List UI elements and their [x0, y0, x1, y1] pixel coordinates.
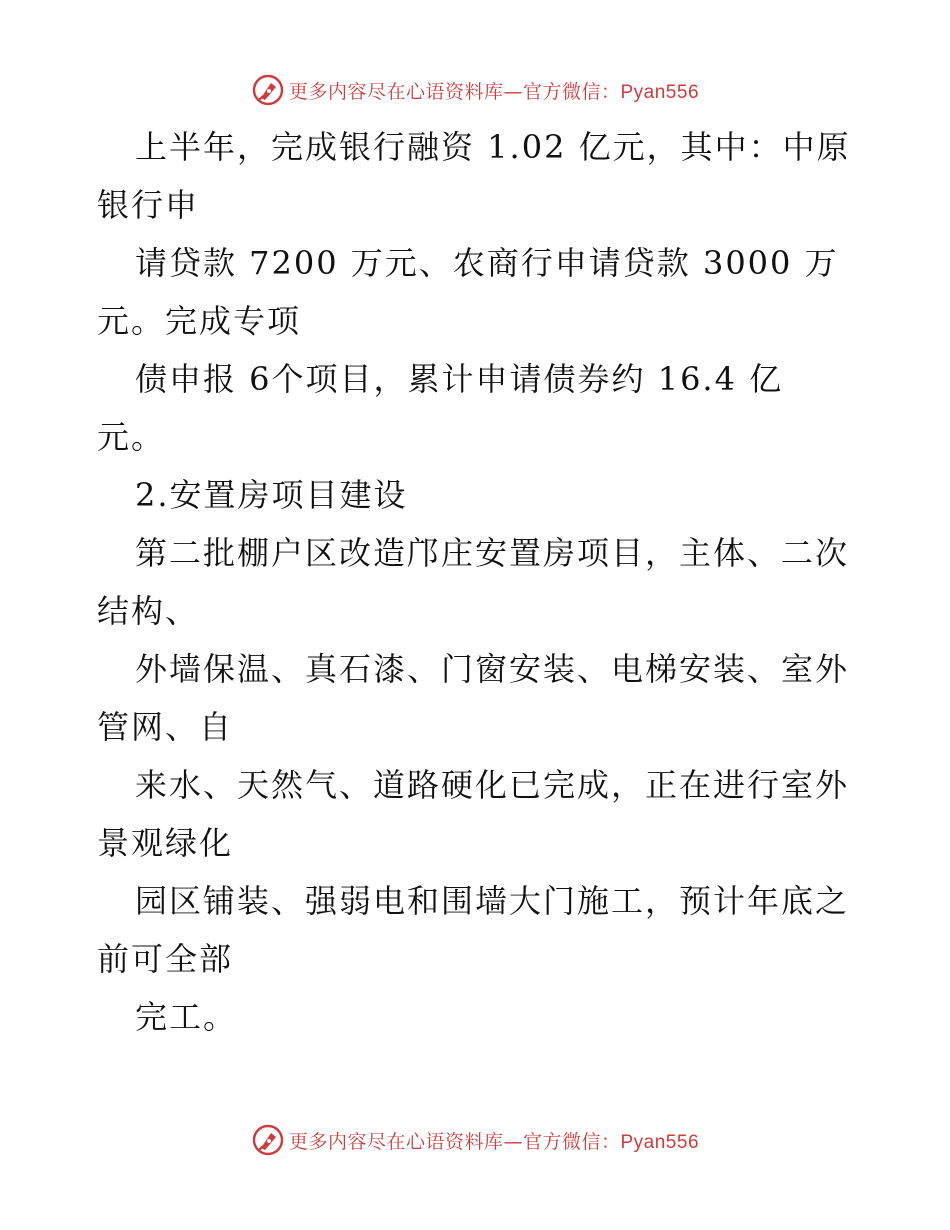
page-header-watermark — [0, 72, 950, 108]
paragraph-line: 请贷款 7200 万元、农商行申请贷款 3000 万 — [135, 244, 839, 282]
section-heading: 2.安置房项目建设 — [135, 476, 408, 514]
pen-nib-icon — [251, 73, 285, 107]
paragraph-line: 景观绿化 — [97, 824, 234, 862]
paragraph-line: 外墙保温、真石漆、门窗安装、电梯安装、室外 — [135, 650, 850, 688]
paragraph-line: 元。 — [97, 418, 166, 456]
paragraph-line: 元。完成专项 — [97, 302, 302, 340]
watermark-wechat-label: 官方微信： — [522, 80, 621, 103]
paragraph-line: 银行申 — [97, 186, 200, 224]
watermark-brand-text: 更多内容尽在心语资料库— — [288, 80, 523, 103]
paragraph-line: 管网、自 — [97, 708, 234, 746]
paragraph-line: 第二批棚户区改造邝庄安置房项目，主体、二次 — [135, 534, 850, 572]
watermark-wechat — [523, 1127, 699, 1154]
paragraph-line: 前可全部 — [97, 940, 234, 978]
watermark-brand-text: 更多内容尽在心语资料库— — [288, 1130, 523, 1153]
paragraph-line: 上半年，完成银行融资 1.02 亿元，其中：中原 — [135, 128, 851, 166]
paragraph-line: 债申报 6个项目，累计申请债券约 16.4 亿 — [135, 360, 784, 398]
watermark-wechat-handle: Pyan556 — [620, 81, 700, 103]
paragraph-line: 来水、天然气、道路硬化已完成，正在进行室外 — [135, 766, 850, 804]
paragraph-line: 结构、 — [97, 592, 200, 630]
page-footer-watermark — [0, 1122, 950, 1158]
pen-nib-icon — [251, 1123, 285, 1157]
watermark-wechat-handle: Pyan556 — [620, 1131, 700, 1153]
watermark-wechat — [523, 77, 699, 104]
watermark-wechat-label: 官方微信： — [522, 1130, 621, 1153]
document-body — [97, 118, 857, 1046]
paragraph-line: 园区铺装、强弱电和围墙大门施工，预计年底之 — [135, 882, 850, 920]
paragraph-line: 完工。 — [135, 998, 238, 1036]
